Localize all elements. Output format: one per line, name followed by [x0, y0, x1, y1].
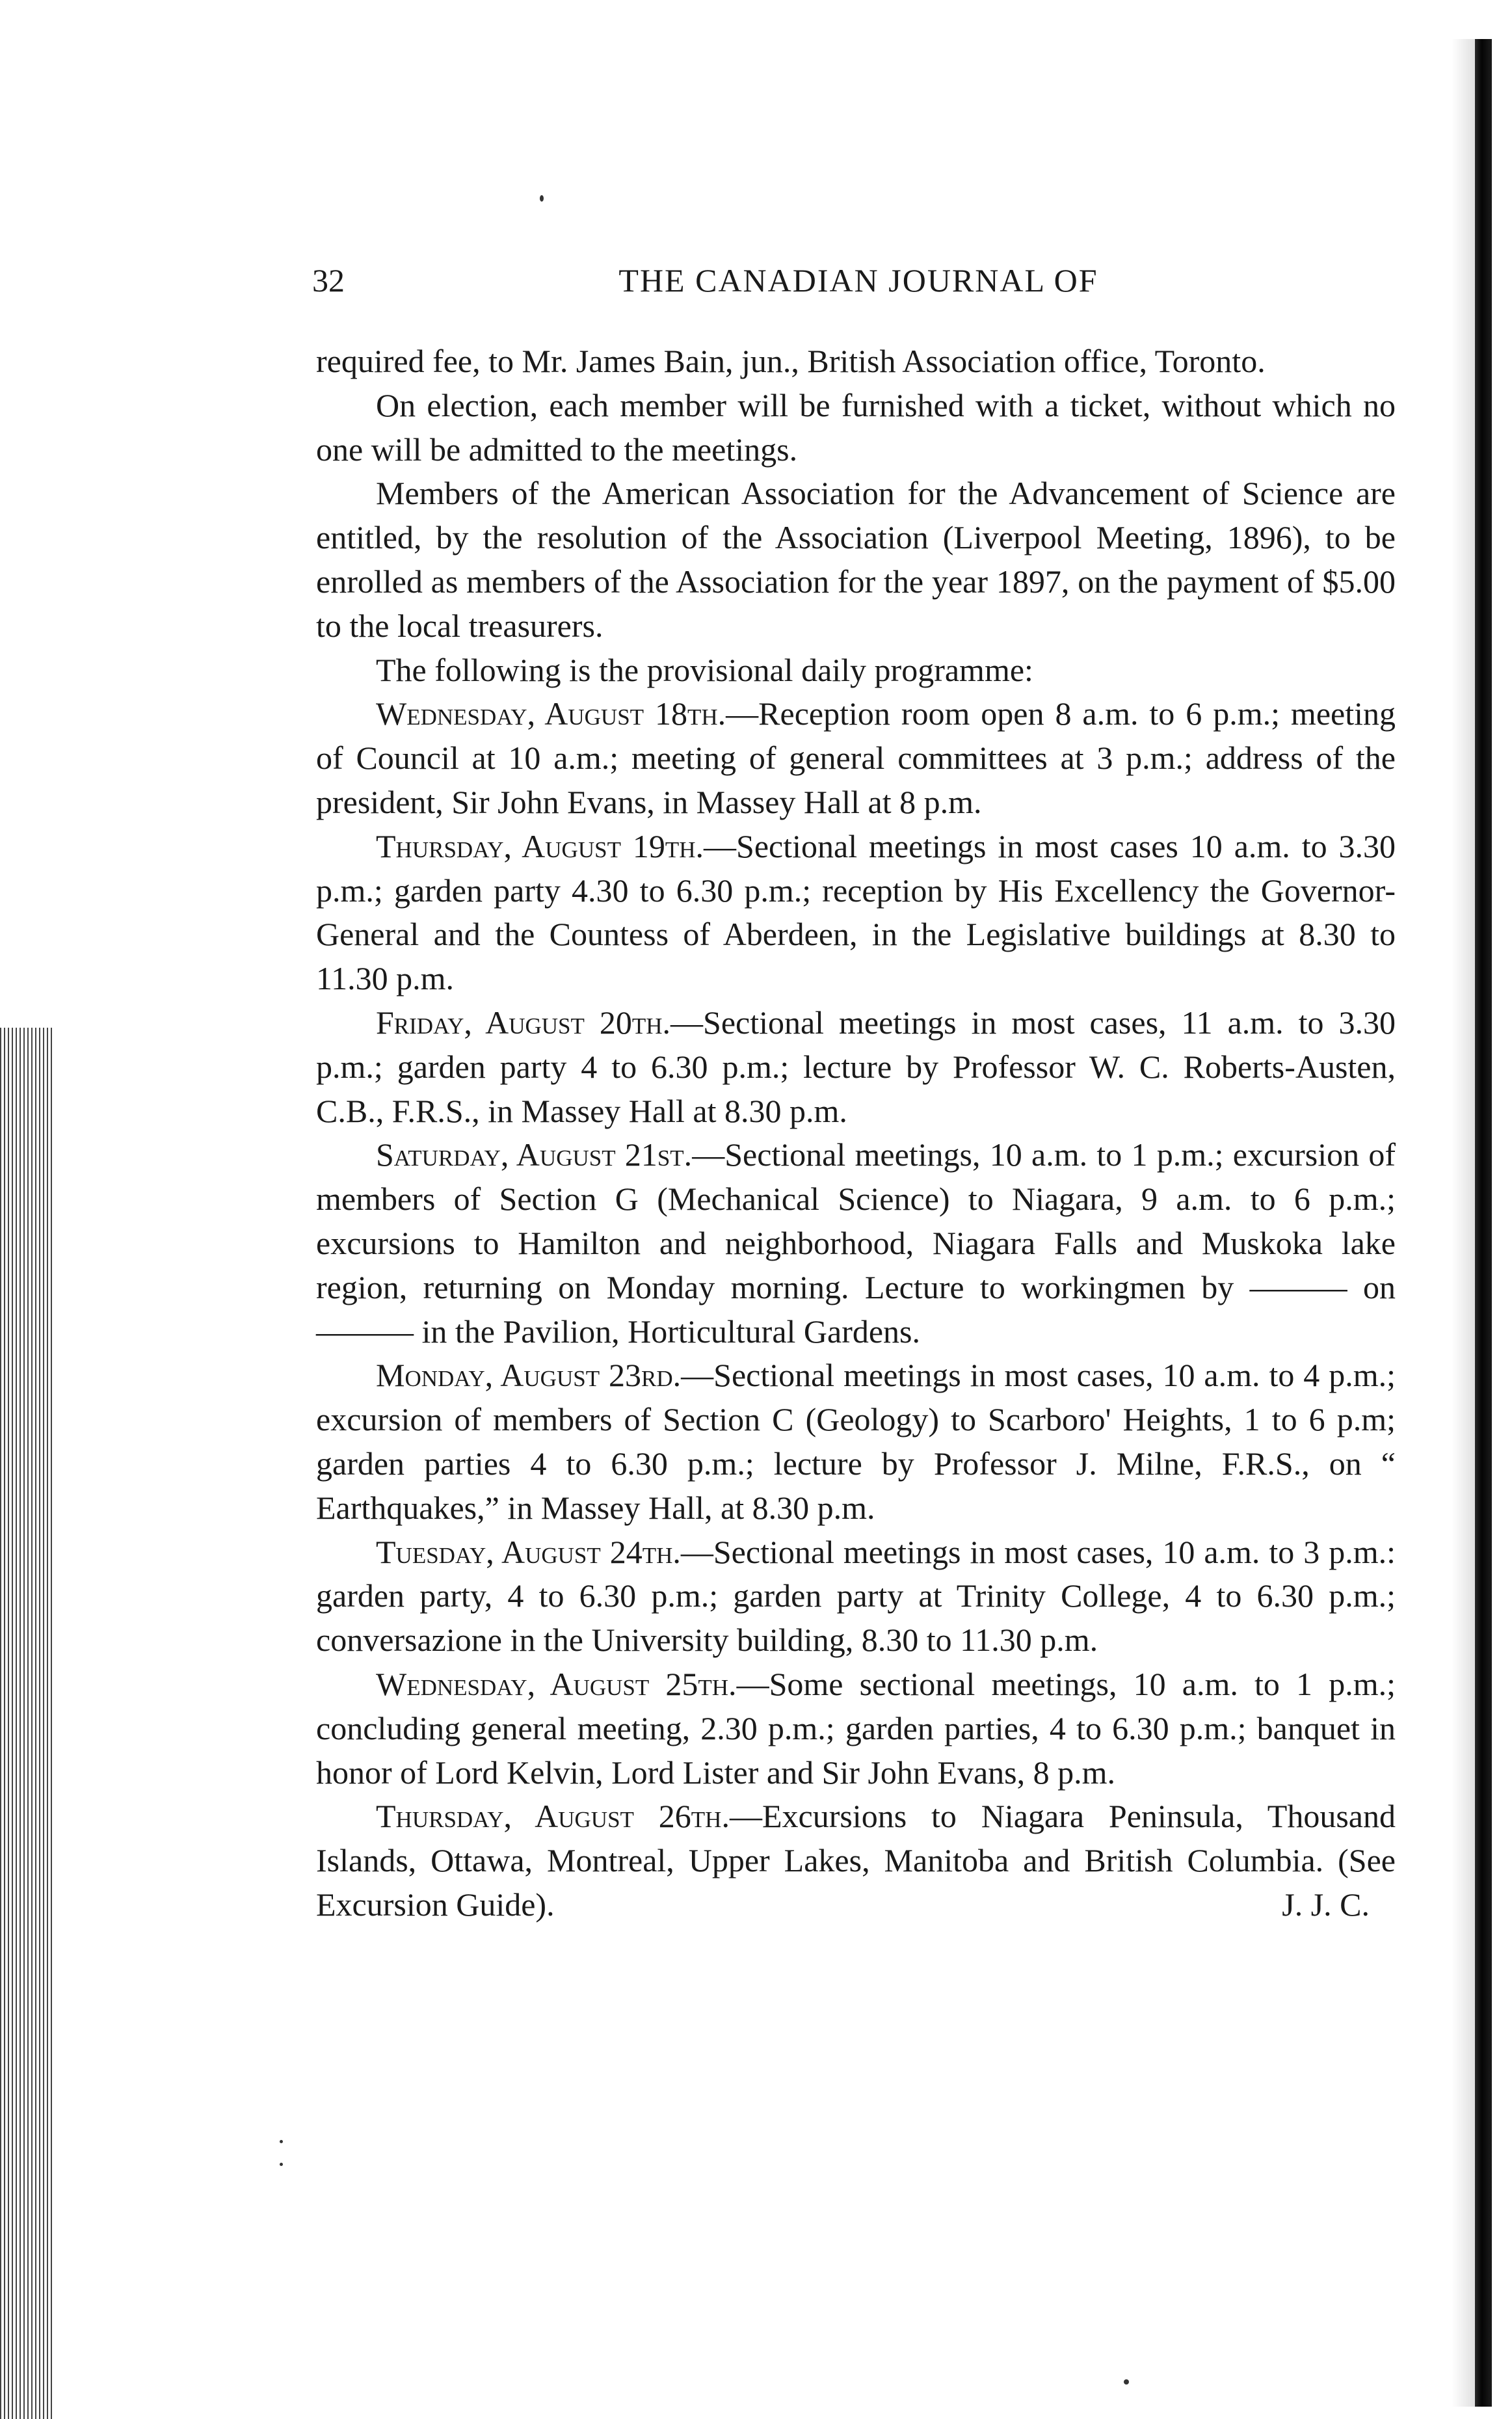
paragraph: Members of the American Association for the Advancement of Science are entitled, by the resolution of the Association (Liverpool Meeting, 1896), to be enrolled as members of the Association for the year 1897, on the payment of $5.00 to the local treasurers.	[316, 475, 1396, 644]
programme-entry	[316, 1795, 1396, 1927]
scan-speck	[280, 2163, 283, 2166]
page-header	[312, 261, 1405, 307]
programme-entry	[316, 825, 1396, 1001]
programme-day: Saturday, August 21st.	[376, 1136, 693, 1173]
scan-speck	[1124, 2379, 1129, 2385]
author-signature: J. J. C.	[1282, 1886, 1370, 1923]
programme-entry	[316, 1663, 1396, 1795]
programme-entry	[316, 1133, 1396, 1354]
scan-shadow	[1452, 39, 1475, 2407]
paragraph: On election, each member will be furnished with a ticket, without which no one will be admitted to the meetings.	[316, 386, 1396, 468]
article-body	[316, 340, 1396, 1927]
programme-day: Thursday, August 19th.	[376, 827, 704, 864]
programme-day: Wednesday, August 18th.	[376, 695, 726, 732]
scan-speck	[280, 2140, 283, 2143]
programme-entry	[316, 1354, 1396, 1530]
programme-details: —Reception room open 8 a.m. to 6 p.m.; meeting of Council at 10 a.m.; meeting of general committees at 3 p.m.; address of the president, Sir John Evans, in Massey Hall at 8 p.m.	[316, 695, 1396, 820]
programme-day: Wednesday, August 25th.	[376, 1665, 737, 1702]
programme-day: Monday, August 23rd.	[376, 1357, 682, 1394]
programme-details: —Some sectional meetings, 10 a.m. to 1 p.m.; concluding general meeting, 2.30 p.m.; garden parties, 4 to 6.30 p.m.; banquet in honor of Lord Kelvin, Lord Lister and Sir John Evans, 8 p.m.	[316, 1665, 1396, 1791]
scan-edge-left	[0, 1028, 53, 2419]
programme-day: Friday, August 20th.	[376, 1004, 671, 1041]
programme-day: Tuesday, August 24th.	[376, 1533, 681, 1570]
programme-details: —Sectional meetings, 10 a.m. to 1 p.m.; excursion of members of Section G (Mechanical Science) to Niagara, 9 a.m. to 6 p.m.; excursions to Hamilton and neighborhood, Niagara Falls and Muskoka lake region, returning on Monday morning. Lecture to workingmen by ——— on ——— in the Pavilion, Horticultural Gardens.	[316, 1136, 1396, 1350]
page-number: 32	[312, 262, 345, 299]
scan-speck	[540, 195, 544, 202]
paragraph: required fee, to Mr. James Bain, jun., British Association office, Toronto.	[316, 343, 1266, 379]
programme-entry	[316, 692, 1396, 824]
programme-details: —Sectional meetings in most cases, 11 a.m. to 3.30 p.m.; garden party 4 to 6.30 p.m.; lecture by Professor W. C. Roberts-Austen, C.B., F.R.S., in Massey Hall at 8.30 p.m.	[316, 1004, 1396, 1129]
programme-day: Thursday, August 26th.	[376, 1798, 730, 1835]
programme-details: —Sectional meetings in most cases, 10 a.m. to 3 p.m.: garden party, 4 to 6.30 p.m.; garden party at Trinity College, 4 to 6.30 p.m.; conversazione in the University building, 8.30 to 11.30 p.m.	[316, 1533, 1396, 1659]
programme-details: —Sectional meetings in most cases 10 a.m. to 3.30 p.m.; garden party 4.30 to 6.30 p.m.; reception by His Excellency the Governor-General and the Countess of Aberdeen, in the Legislative buildings at 8.30 to 11.30 p.m.	[316, 827, 1396, 997]
programme-details: —Sectional meetings in most cases, 10 a.m. to 4 p.m.; excursion of members of Section C (Geology) to Scarboro' Heights, 1 to 6 p.m; garden parties 4 to 6.30 p.m.; lecture by Professor J. Milne, F.R.S., on “ Earthquakes,” in Massey Hall, at 8.30 p.m.	[316, 1357, 1396, 1526]
scan-edge-right	[1475, 39, 1492, 2407]
running-title: THE CANADIAN JOURNAL OF	[618, 262, 1098, 299]
paragraph: The following is the provisional daily programme:	[376, 651, 1033, 688]
programme-entry	[316, 1001, 1396, 1133]
programme-entry	[316, 1530, 1396, 1663]
programme-details: —Excursions to Niagara Peninsula, Thousand Islands, Ottawa, Montreal, Upper Lakes, Manitoba and British Columbia. (See Excursion Guide).	[316, 1798, 1396, 1923]
